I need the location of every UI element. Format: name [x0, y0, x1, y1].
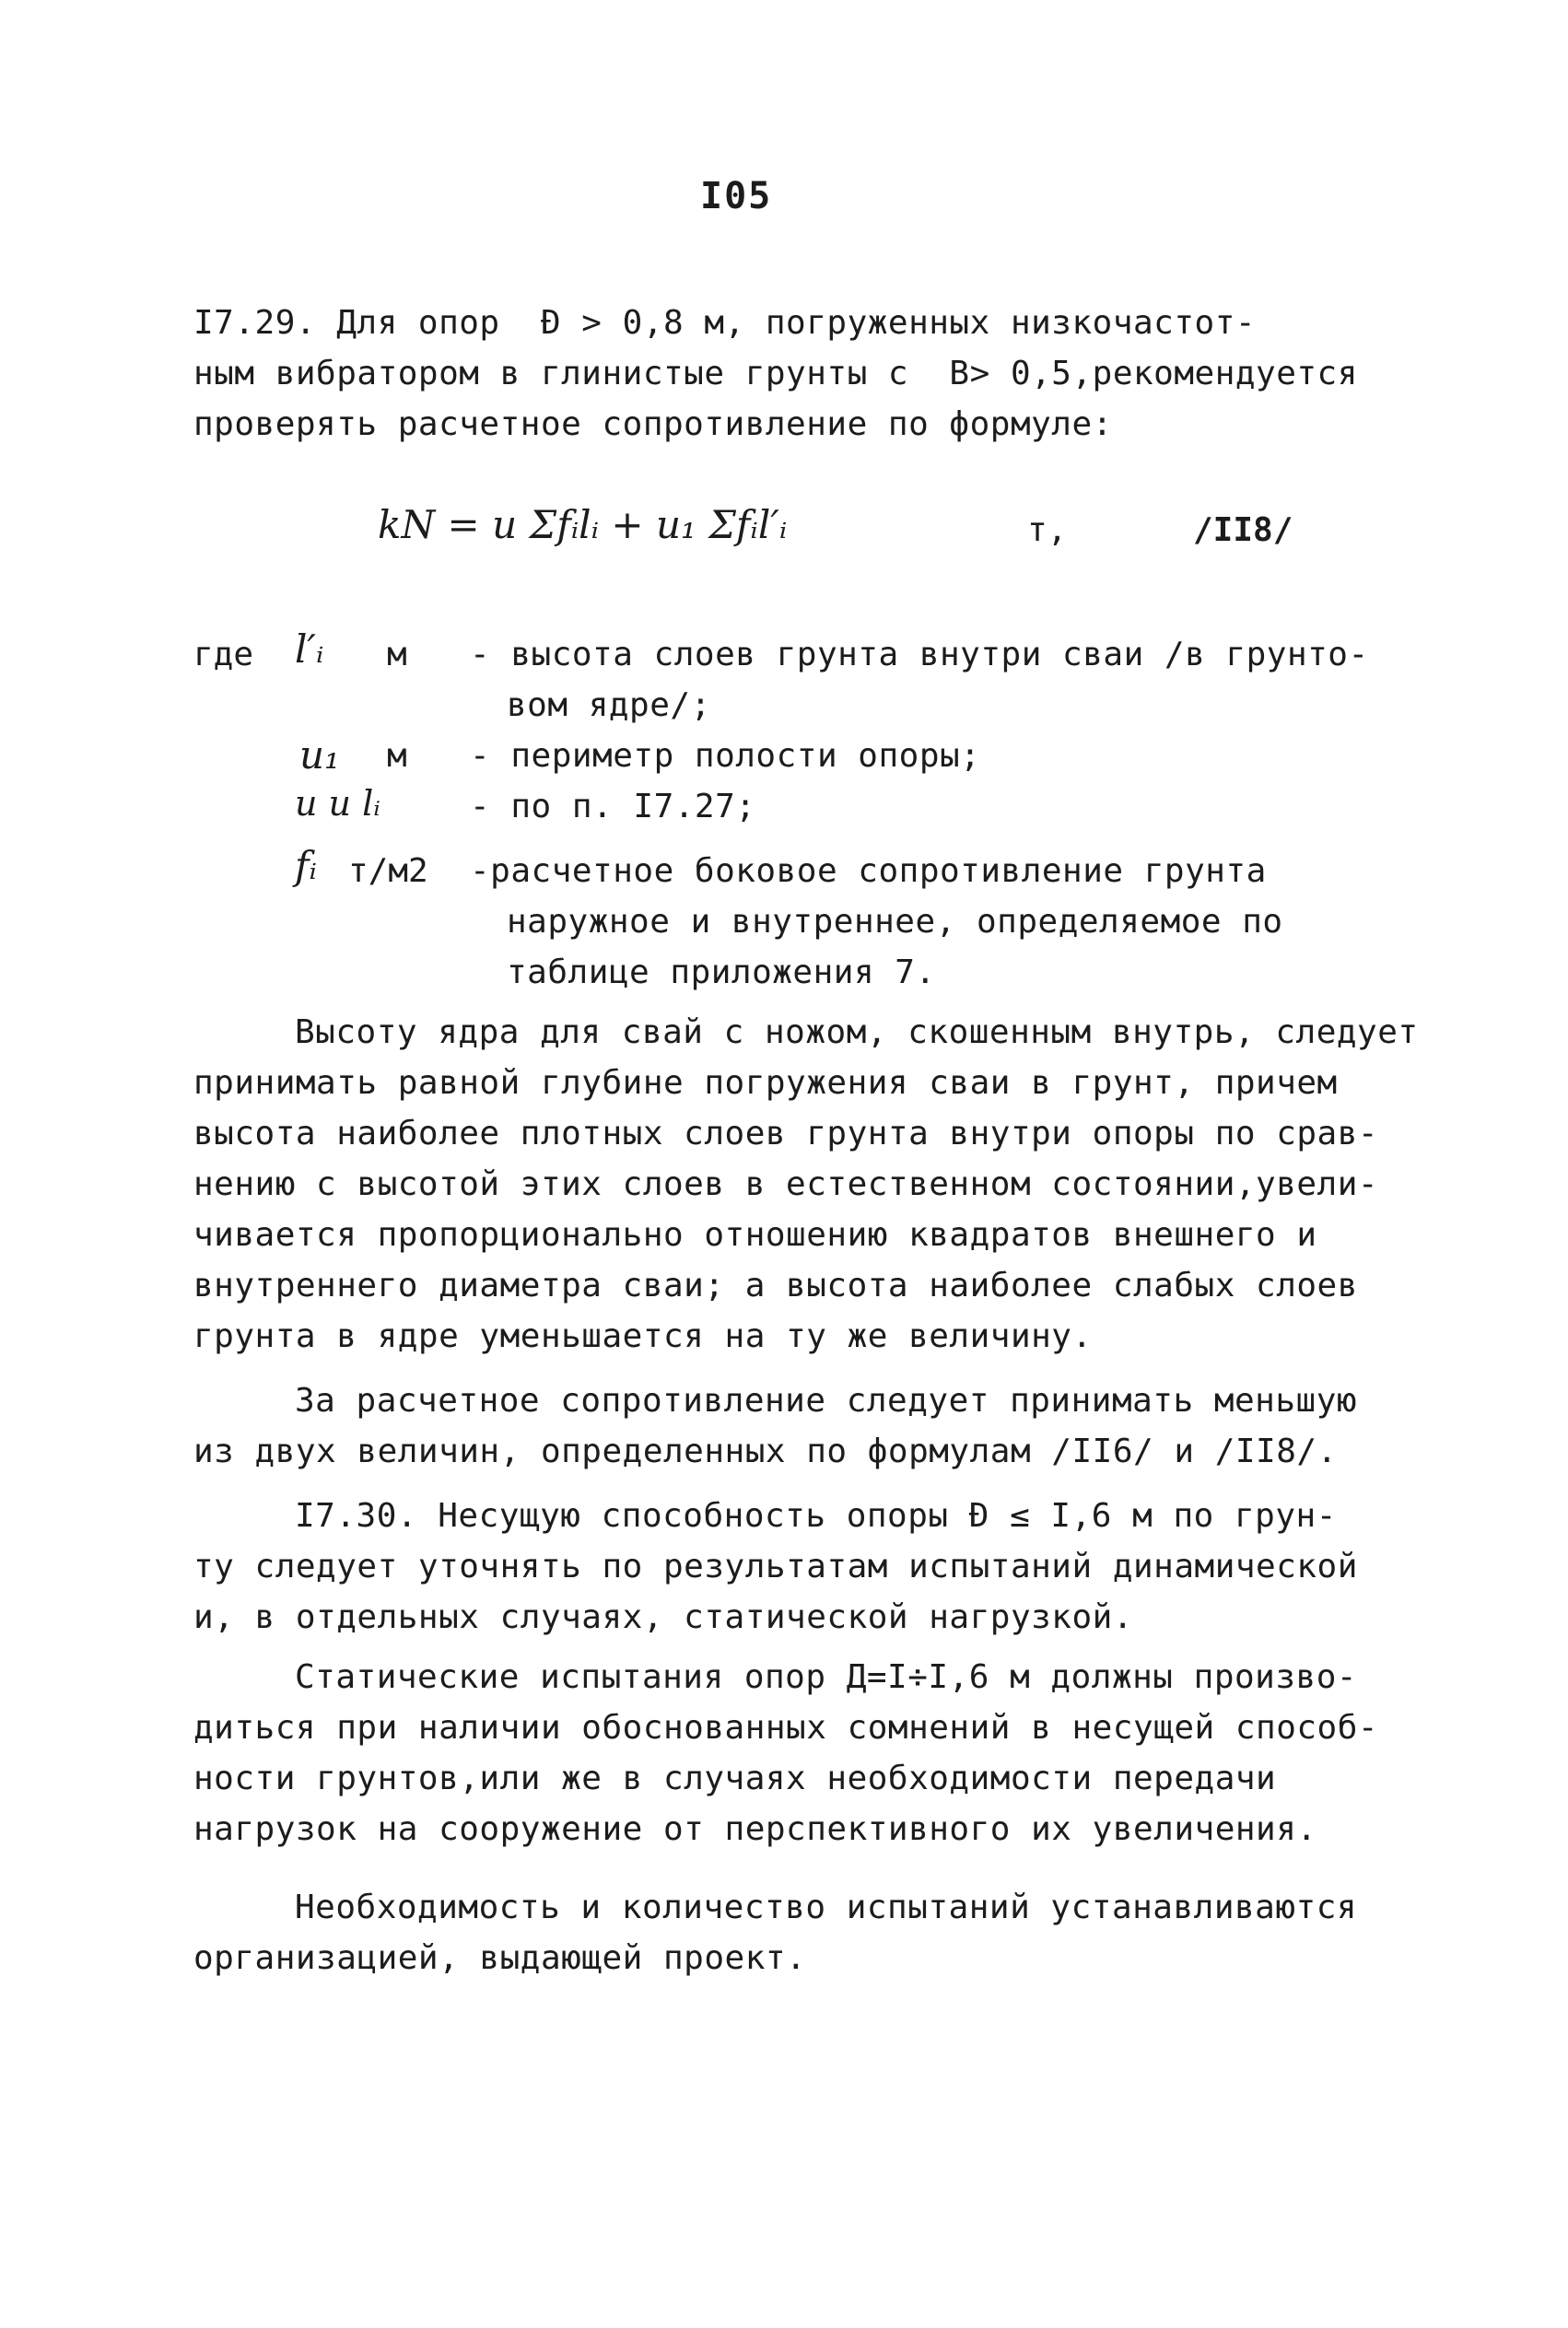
def1-symbol: l′ᵢ — [295, 626, 324, 672]
def2-symbol: u₁ — [299, 732, 340, 778]
p2-line-6: внутреннего диаметра сваи; а высота наиболее слабых слоев — [193, 1267, 1358, 1304]
formula-number: /II8/ — [1193, 511, 1293, 549]
p1-line-3: проверять расчетное сопротивление по формуле: — [193, 405, 1113, 443]
p2-line-3: высота наиболее плотных слоев грунта внутри опоры по срав- — [193, 1115, 1379, 1152]
p2-line-2: принимать равной глубине погружения сваи в грунт, причем — [193, 1064, 1338, 1102]
where-label: где — [193, 636, 254, 673]
def4-unit: т/м2 — [348, 852, 428, 890]
formula-expression: kN = u Σfᵢlᵢ + u₁ Σfᵢl′ᵢ — [378, 502, 788, 547]
formula-unit: т, — [1027, 511, 1068, 549]
def3-symbol: u и lᵢ — [295, 783, 380, 824]
def4-symbol: fᵢ — [295, 843, 317, 888]
p2-line-5: чивается пропорционально отношению квадратов внешнего и — [193, 1216, 1317, 1254]
def2-unit: м — [387, 737, 407, 775]
p2-line-1: Высоту ядра для свай с ножом, скошенным внутрь, следует — [295, 1013, 1419, 1051]
def2-line-1: - периметр полости опоры; — [470, 737, 981, 775]
def4-line-1: -расчетное боковое сопротивление грунта — [470, 852, 1267, 890]
page-number: I05 — [700, 175, 773, 217]
p3-line-1: За расчетное сопротивление следует принимать меньшую — [295, 1382, 1358, 1420]
p4-line-1: I7.30. Несущую способность опоры Ð ≤ I,6 м по грун- — [295, 1497, 1337, 1535]
p4-line-3: и, в отдельных случаях, статической нагрузкой. — [193, 1598, 1133, 1636]
p6-line-2: организацией, выдающей проект. — [193, 1939, 807, 1977]
p4-line-2: ту следует уточнять по результатам испытаний динамической — [193, 1548, 1358, 1585]
def1-unit: м — [387, 636, 407, 673]
p6-line-1: Необходимость и количество испытаний устанавливаются — [295, 1889, 1358, 1926]
p2-line-7: грунта в ядре уменьшается на ту же величину. — [193, 1317, 1093, 1355]
def3-line-1: - по п. I7.27; — [470, 788, 756, 825]
p5-line-1: Статические испытания опор Д=I÷I,6 м должны произво- — [295, 1658, 1358, 1696]
p5-line-2: диться при наличии обоснованных сомнений в несущей способ- — [193, 1709, 1379, 1747]
p5-line-4: нагрузок на сооружение от перспективного их увеличения. — [193, 1810, 1317, 1848]
def1-line-2: вом ядре/; — [507, 686, 711, 724]
p5-line-3: ности грунтов,или же в случаях необходимости передачи — [193, 1760, 1277, 1797]
p1-line-1: I7.29. Для опор Ð > 0,8 м, погруженных низкочастот- — [193, 304, 1257, 342]
p3-line-2: из двух величин, определенных по формулам /II6/ и /II8/. — [193, 1433, 1338, 1470]
p2-line-4: нению с высотой этих слоев в естественном состоянии,увели- — [193, 1165, 1379, 1203]
def4-line-2: наружное и внутреннее, определяемое по — [507, 903, 1283, 941]
def1-line-1: - высота слоев грунта внутри сваи /в грунто- — [470, 636, 1369, 673]
p1-line-2: ным вибратором в глинистые грунты с В> 0,5,рекомендуется — [193, 355, 1358, 392]
def4-line-3: таблице приложения 7. — [507, 953, 936, 991]
